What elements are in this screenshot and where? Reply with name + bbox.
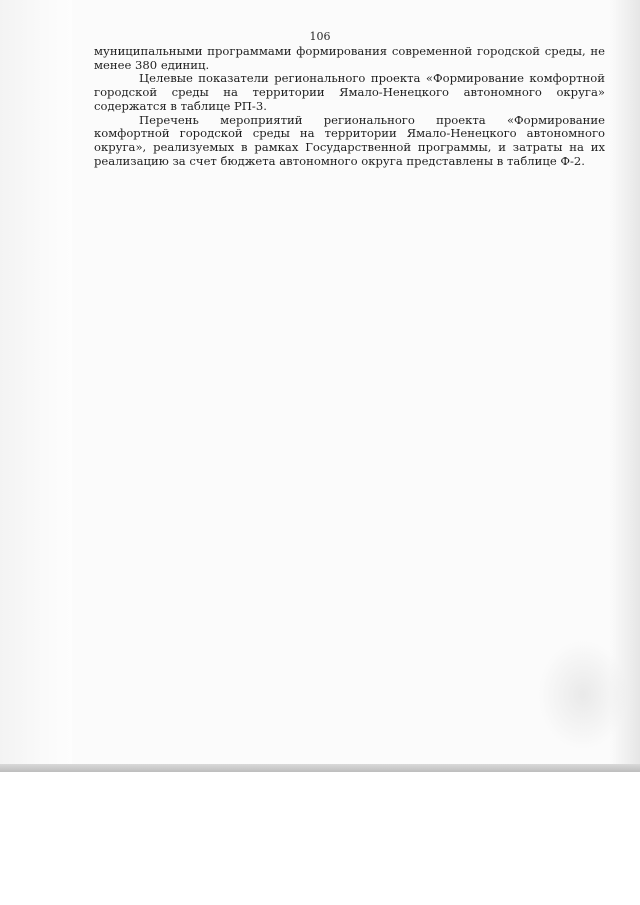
scan-smudge xyxy=(538,640,628,750)
scan-left-shadow xyxy=(0,0,72,772)
scan-bottom-edge xyxy=(0,764,640,772)
paragraph-target-indicators: Целевые показатели регионального проекта «Формирование комфортной городской среды на территории Ямало-Ненецкого автономного округа» содержатся в таблице РП-3. xyxy=(94,71,605,113)
document-body xyxy=(94,45,605,168)
paragraph-continuation: муниципальными программами формирования современной городской среды, не менее 380 единиц. xyxy=(94,44,605,72)
paragraph-measures-list: Перечень мероприятий регионального проекта «Формирование комфортной городской среды на территории Ямало-Ненецкого автономного округа», реализуемых в рамках Государственной программы, и затраты на их реализацию за счет бюджета автономного округа представлены в таблице Ф-2. xyxy=(94,112,605,168)
page-number: 106 xyxy=(309,30,331,43)
